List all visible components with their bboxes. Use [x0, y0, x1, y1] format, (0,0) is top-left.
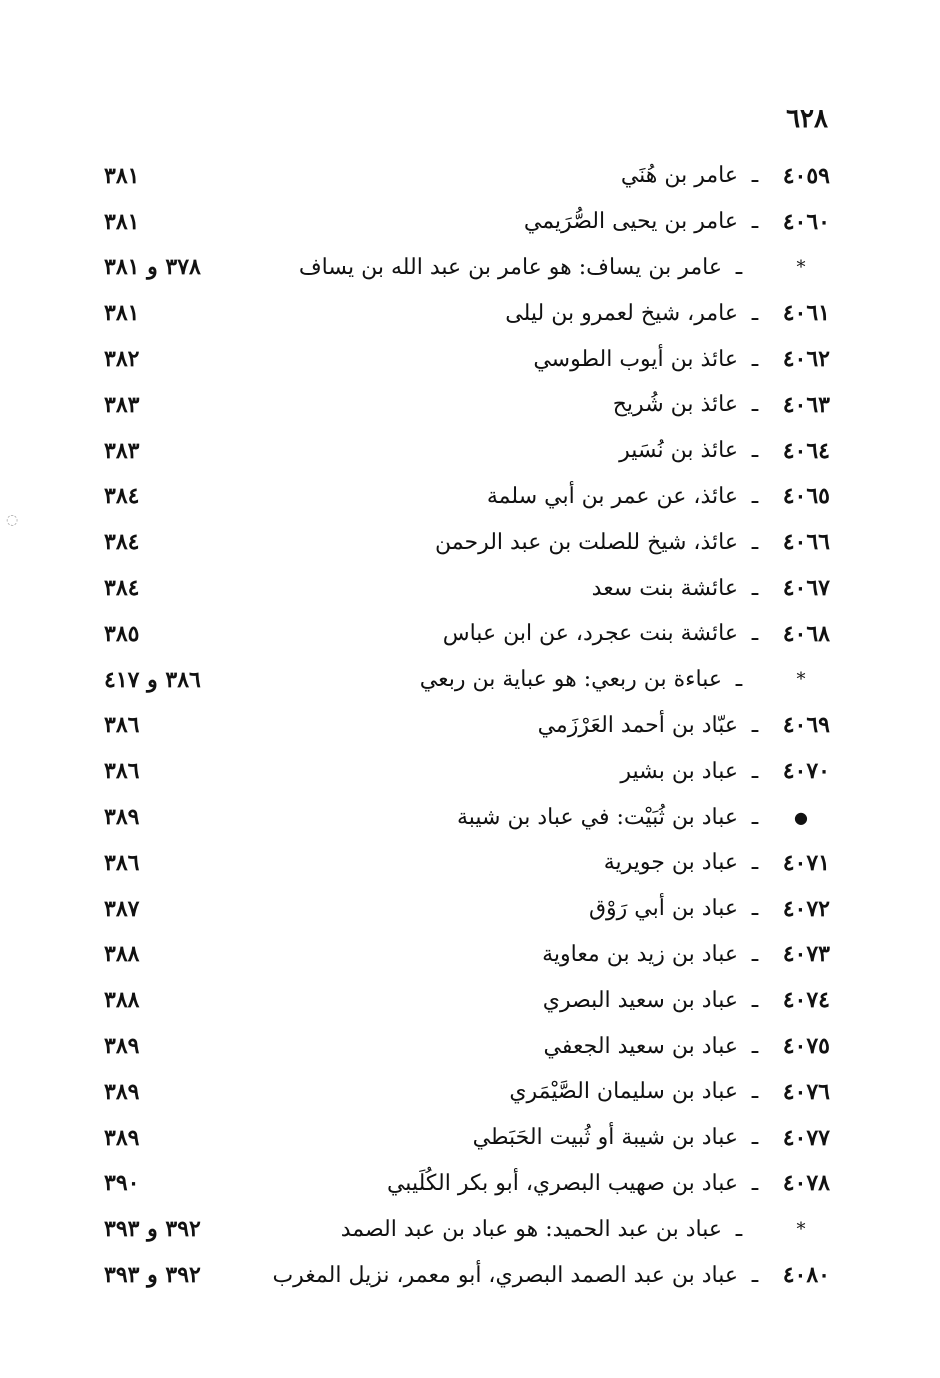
entry-separator: ـ	[751, 209, 759, 235]
index-entry	[90, 1069, 830, 1115]
index-entry	[90, 474, 830, 520]
index-entry	[90, 290, 830, 336]
entry-separator: ـ	[751, 163, 759, 189]
entry-name: عامر، شيخ لعمرو بن ليلى	[505, 300, 738, 326]
entry-name: عباد بن عبد الحميد: هو عباد بن عبد الصمد	[340, 1216, 722, 1242]
index-entry	[90, 886, 830, 932]
entry-number: ٤٠٧٧	[782, 1124, 830, 1151]
bullet-marker: ●	[794, 807, 808, 827]
entry-name: عائذ بن أيوب الطوسي	[533, 346, 738, 372]
entry-number: ٤٠٦٩	[782, 712, 830, 739]
cross-reference-marker: *	[796, 256, 806, 278]
entry-number: ٤٠٧٥	[782, 1033, 830, 1060]
index-entry	[90, 1115, 830, 1161]
entry-separator: ـ	[751, 1125, 759, 1151]
entry-separator: ـ	[751, 804, 759, 830]
entry-page-reference: ٣٧٨ و ٣٨١	[104, 254, 201, 281]
entry-separator: ـ	[751, 1170, 759, 1196]
entry-name: عباد بن سعيد الجعفي	[543, 1033, 738, 1059]
index-entry	[90, 153, 830, 199]
index-entry	[90, 1023, 830, 1069]
entry-number: ٤٠٦٥	[782, 483, 830, 510]
entry-name: عباد بن عبد الصمد البصري، أبو معمر، نزيل المغرب	[272, 1262, 738, 1288]
entry-page-reference: ٣٩٢ و ٣٩٣	[104, 1262, 201, 1289]
entry-separator: ـ	[751, 575, 759, 601]
entry-separator: ـ	[751, 758, 759, 784]
entry-separator: ـ	[751, 483, 759, 509]
entry-page-reference: ٣٨١	[104, 300, 140, 327]
index-entry	[90, 428, 830, 474]
entry-page-reference: ٣٨٨	[104, 941, 140, 968]
index-entry	[90, 245, 830, 291]
entry-separator: ـ	[751, 712, 759, 738]
entry-name: عائذ بن شُريح	[612, 392, 738, 418]
index-entry	[90, 1206, 830, 1252]
entry-name: عائذ بن نُسَير	[619, 438, 738, 464]
entry-number: ٤٠٦٣	[782, 391, 830, 418]
entry-separator: ـ	[751, 300, 759, 326]
entry-name: عباد بن أبي رَوْق	[588, 896, 738, 922]
entry-number: ٤٠٨٠	[782, 1262, 830, 1289]
entry-separator: ـ	[735, 667, 743, 693]
index-entry	[90, 611, 830, 657]
index-entry	[90, 1252, 830, 1298]
entry-name: عبّاد بن أحمد العَرْزَمي	[537, 712, 738, 738]
entry-page-reference: ٣٨٦	[104, 849, 140, 876]
entry-name: عباءة بن ربعي: هو عباية بن ربعي	[419, 667, 722, 693]
entry-number: ٤٠٦٨	[782, 620, 830, 647]
entry-name: عائشة بنت سعد	[591, 575, 738, 601]
entry-page-reference: ٣٨٤	[104, 575, 140, 602]
entry-name: عامر بن يحيى الصُّرَيمي	[523, 209, 738, 235]
index-entry	[90, 565, 830, 611]
entry-number: ٤٠٧٤	[782, 987, 830, 1014]
index-entry	[90, 794, 830, 840]
entry-separator: ـ	[751, 896, 759, 922]
entry-name: عامر بن يساف: هو عامر بن عبد الله بن يساف	[298, 254, 722, 280]
entry-number: ٤٠٧٦	[782, 1078, 830, 1105]
entry-separator: ـ	[751, 941, 759, 967]
entry-number: ٤٠٦٧	[782, 575, 830, 602]
entry-number: ٤٠٥٩	[782, 162, 830, 189]
index-entry	[90, 519, 830, 565]
index-entry	[90, 748, 830, 794]
entry-page-reference: ٣٨٤	[104, 483, 140, 510]
index-entry	[90, 840, 830, 886]
entry-separator: ـ	[751, 438, 759, 464]
entry-page-reference: ٣٨١	[104, 162, 140, 189]
entry-page-reference: ٣٨٧	[104, 895, 140, 922]
entry-number: ٤٠٧١	[782, 849, 830, 876]
entry-separator: ـ	[751, 529, 759, 555]
entry-separator: ـ	[751, 346, 759, 372]
entry-number: ٤٠٦١	[782, 300, 830, 327]
entry-page-reference: ٣٨٩	[104, 1078, 140, 1105]
entry-page-reference: ٣٨٣	[104, 391, 140, 418]
entry-page-reference: ٣٩٠	[104, 1170, 140, 1197]
index-entries	[90, 153, 830, 1298]
index-entry	[90, 382, 830, 428]
entry-page-reference: ٣٨٦	[104, 712, 140, 739]
entry-number: ٤٠٧٠	[782, 758, 830, 785]
entry-name: عامر بن هُنَي	[620, 163, 738, 189]
entry-number: ٤٠٦٤	[782, 437, 830, 464]
entry-separator: ـ	[751, 621, 759, 647]
entry-number: ٤٠٧٣	[782, 941, 830, 968]
entry-separator: ـ	[735, 1216, 743, 1242]
entry-name: عباد بن ثُبَيْت: في عباد بن شيبة	[456, 804, 738, 830]
entry-page-reference: ٣٩٢ و ٣٩٣	[104, 1216, 201, 1243]
index-entry	[90, 199, 830, 245]
entry-name: عباد بن زيد بن معاوية	[542, 941, 738, 967]
entry-page-reference: ٣٨٥	[104, 620, 140, 647]
entry-separator: ـ	[751, 1262, 759, 1288]
entry-page-reference: ٣٨٦	[104, 758, 140, 785]
index-entry	[90, 1161, 830, 1207]
entry-name: عائذ، عن عمر بن أبي سلمة	[486, 483, 738, 509]
index-entry	[90, 336, 830, 382]
entry-number: ٤٠٧٨	[782, 1170, 830, 1197]
entry-name: عائذ، شيخ للصلت بن عبد الرحمن	[435, 529, 738, 555]
margin-mark: ◌	[6, 512, 19, 528]
entry-name: عباد بن صهيب البصري، أبو بكر الكُلَيبي	[386, 1170, 738, 1196]
entry-number: ٤٠٦٠	[782, 208, 830, 235]
entry-name: عباد بن بشير	[620, 758, 738, 784]
index-entry	[90, 977, 830, 1023]
entry-page-reference: ٣٨١	[104, 208, 140, 235]
entry-separator: ـ	[751, 850, 759, 876]
entry-separator: ـ	[751, 1079, 759, 1105]
entry-name: عباد بن شيبة أو ثُبيت الحَبَطي	[472, 1125, 738, 1151]
entry-page-reference: ٣٨٩	[104, 1033, 140, 1060]
cross-reference-marker: *	[796, 1218, 806, 1240]
entry-name: عباد بن سليمان الصَّيْمَري	[509, 1079, 738, 1105]
entry-number: ٤٠٦٢	[782, 346, 830, 373]
entry-page-reference: ٣٨٨	[104, 987, 140, 1014]
entry-page-reference: ٣٨٩	[104, 1124, 140, 1151]
index-entry	[90, 657, 830, 703]
entry-page-reference: ٣٨٩	[104, 804, 140, 831]
entry-page-reference: ٣٨٣	[104, 437, 140, 464]
entry-name: عباد بن جويرية	[603, 850, 738, 876]
entry-page-reference: ٣٨٢	[104, 346, 140, 373]
entry-name: عباد بن سعيد البصري	[542, 987, 738, 1013]
page-number: ٦٢٨	[786, 104, 828, 134]
entry-number: ٤٠٦٦	[782, 529, 830, 556]
entry-separator: ـ	[751, 987, 759, 1013]
entry-separator: ـ	[751, 392, 759, 418]
entry-name: عائشة بنت عجرد، عن ابن عباس	[442, 621, 738, 647]
index-entry	[90, 932, 830, 978]
entry-separator: ـ	[751, 1033, 759, 1059]
entry-number: ٤٠٧٢	[782, 895, 830, 922]
cross-reference-marker: *	[796, 669, 806, 691]
entry-page-reference: ٣٨٦ و ٤١٧	[104, 666, 201, 693]
index-entry	[90, 703, 830, 749]
entry-separator: ـ	[735, 254, 743, 280]
entry-page-reference: ٣٨٤	[104, 529, 140, 556]
